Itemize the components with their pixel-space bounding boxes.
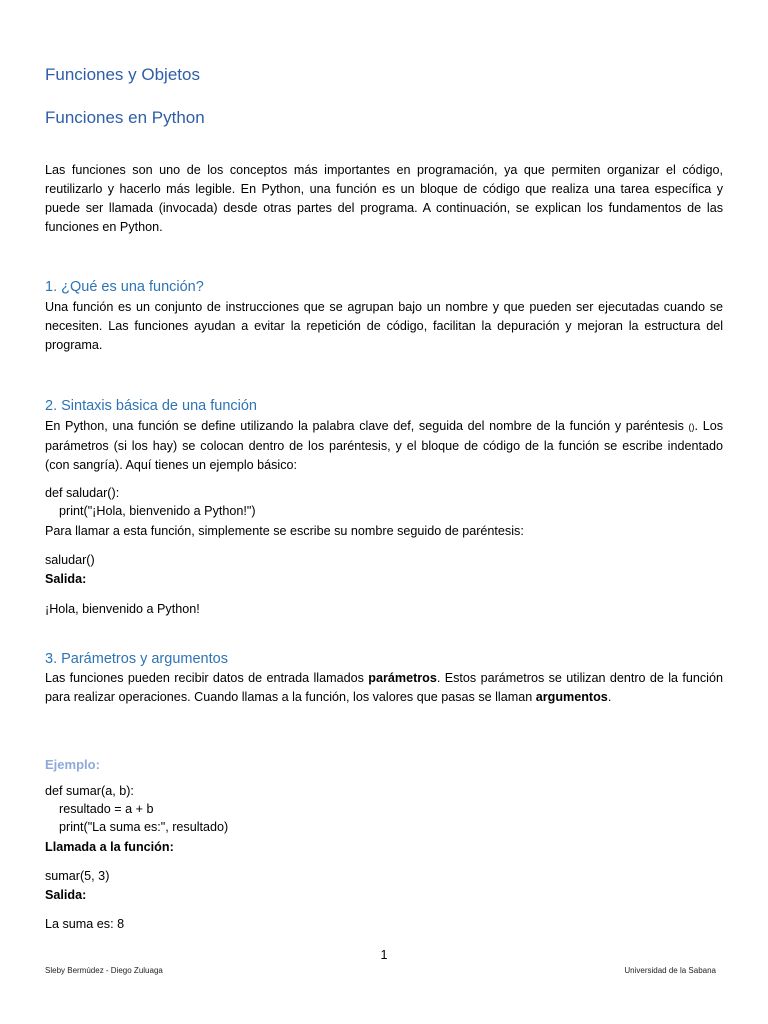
section-1-body: Una función es un conjunto de instrucciones que se agrupan bajo un nombre y que pueden ser ejecutadas cuando se necesiten. Las funciones ayudan a evitar la repetición de código, facilitan la depuración y mejoran la estructura del programa. — [45, 300, 723, 352]
section-3-body — [45, 669, 723, 707]
section-3-heading: 3. Parámetros y argumentos — [45, 651, 228, 667]
code-block-saludar — [45, 484, 723, 520]
document-title: Funciones y Objetos — [45, 65, 200, 84]
page-number: 1 — [380, 948, 388, 962]
section-2-heading: 2. Sintaxis básica de una función — [45, 398, 257, 414]
term-argumentos: argumentos — [535, 690, 608, 704]
output-value: ¡Hola, bienvenido a Python! — [45, 602, 200, 616]
section-3-body-text-b: . Estos parámetros se utilizan dentro de la función para realizar operaciones. Cuando llamas a la función, los valores que pasas se llaman — [45, 671, 723, 704]
code-line: print("¡Hola, bienvenido a Python!") — [45, 504, 256, 518]
call-label: Llamada a la función: — [45, 840, 174, 854]
footer-authors: Sleby Bermúdez - Diego Zuluaga — [45, 966, 163, 975]
code-line: print("La suma es:", resultado) — [45, 820, 229, 834]
output-label: Salida: — [45, 572, 87, 586]
section-2-body-text-a: En Python, una función se define utilizando la palabra clave def, seguida del nombre de la función y paréntesis — [45, 419, 684, 433]
section-3-body-text-a: Las funciones pueden recibir datos de entrada llamados — [45, 671, 369, 685]
section-2-body-text-b: . Los parámetros (si los hay) se colocan dentro de los paréntesis, y el bloque de código de la función se escribe indentado (con sangría). Aquí tienes un ejemplo básico: — [45, 419, 723, 472]
example-label: Ejemplo: — [45, 757, 100, 772]
document-subtitle: Funciones en Python — [45, 108, 205, 127]
section-1-heading: 1. ¿Qué es una función? — [45, 279, 204, 295]
section-3-body-text-c: . — [607, 690, 612, 704]
section-2-body — [45, 417, 723, 475]
call-code-sumar: sumar(5, 3) — [45, 869, 110, 883]
code-block-sumar — [45, 782, 723, 836]
code-line: def sumar(a, b): — [45, 784, 134, 798]
term-parametros: parámetros — [368, 671, 437, 685]
section-2-body-paren: () — [688, 422, 695, 432]
code-line: resultado = a + b — [45, 802, 154, 816]
call-instruction: Para llamar a esta función, simplemente se escribe su nombre seguido de paréntesis: — [45, 524, 524, 538]
call-code-saludar: saludar() — [45, 553, 95, 567]
footer-institution: Universidad de la Sabana — [624, 966, 716, 975]
code-line: def saludar(): — [45, 486, 120, 500]
output-value-sumar: La suma es: 8 — [45, 917, 125, 931]
intro-paragraph: Las funciones son uno de los conceptos más importantes en programación, ya que permiten organizar el código, reutilizarlo y hacerlo más legible. En Python, una función es un bloque de código que realiza una tarea específica y puede ser llamada (invocada) desde otras partes del programa. A continuación, se explican los fundamentos de las funciones en Python. — [45, 163, 723, 234]
output-label-sumar: Salida: — [45, 888, 87, 902]
